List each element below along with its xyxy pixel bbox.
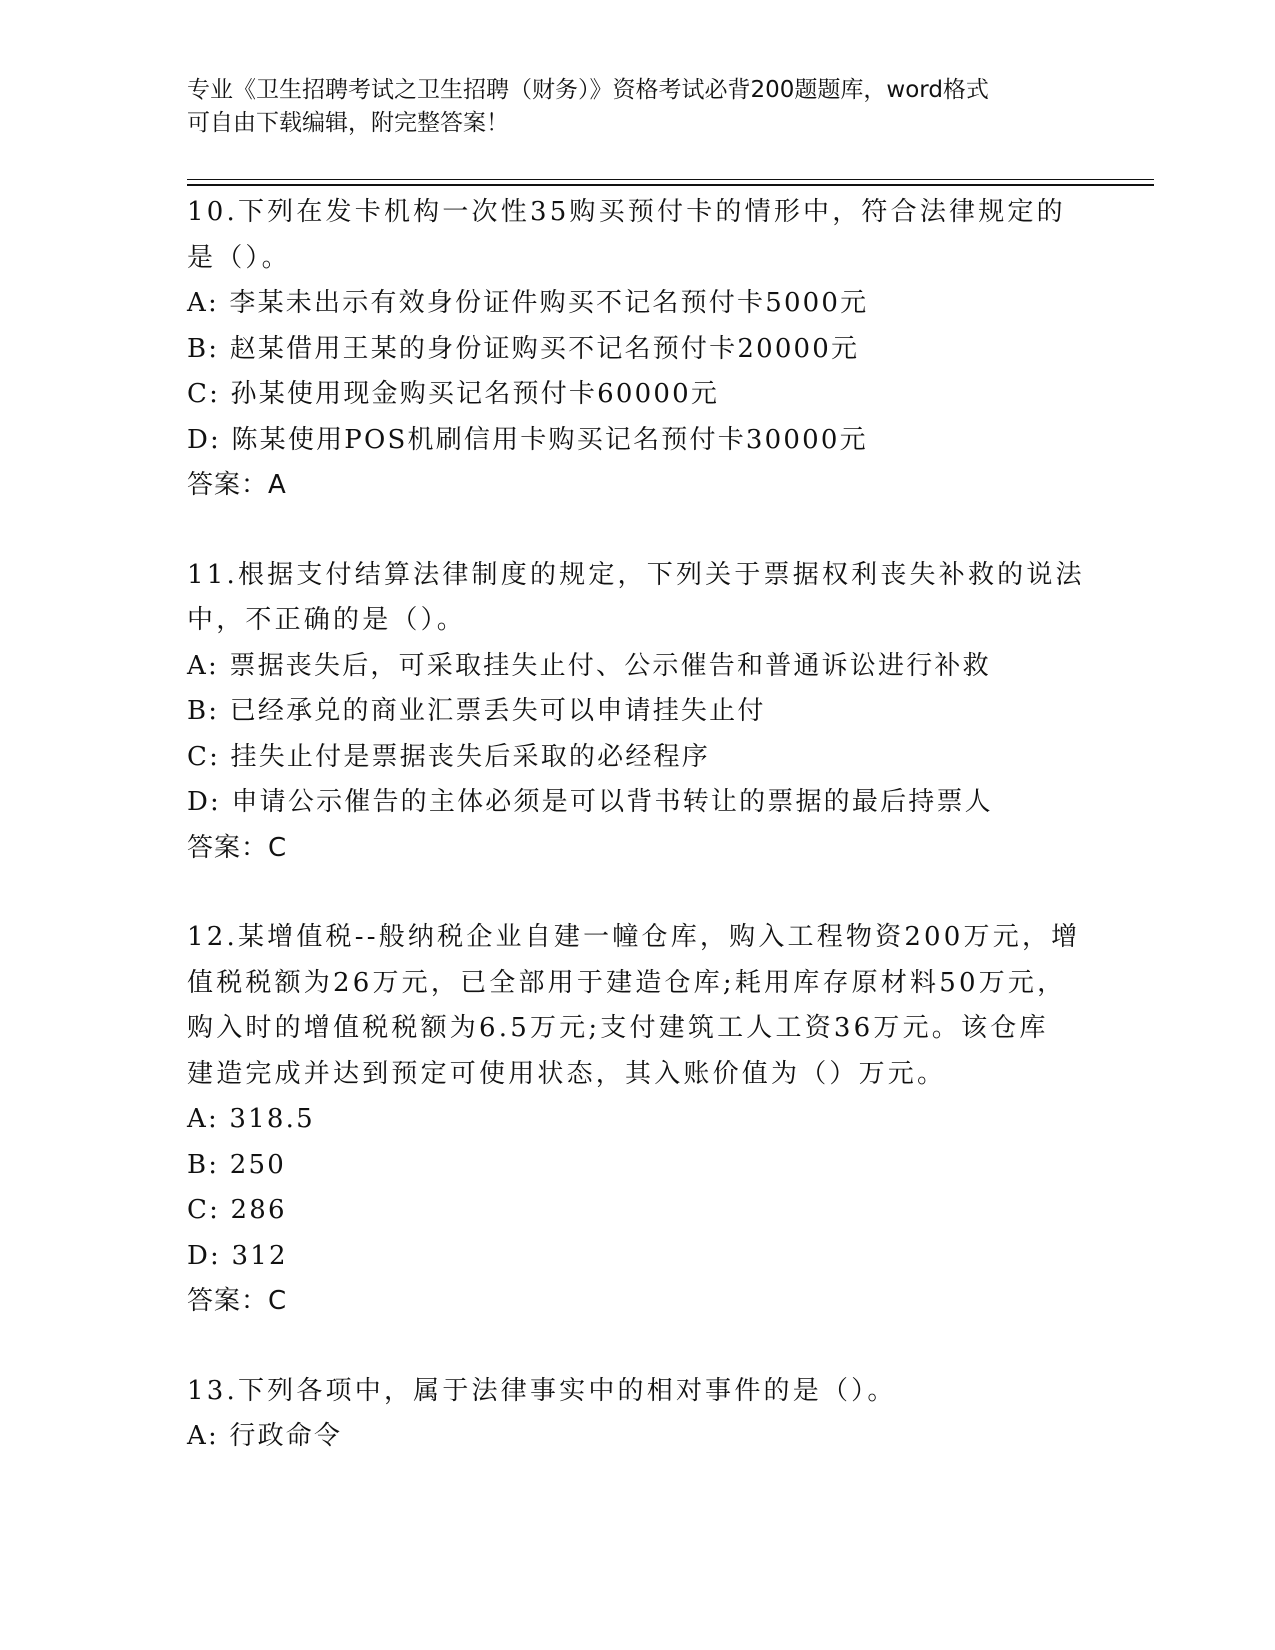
- question-stem-line: 11.根据支付结算法律制度的规定，下列关于票据权利丧失补救的说法: [187, 559, 1085, 590]
- question-stem-line: 值税税额为26万元，已全部用于建造仓库;耗用库存原材料50万元，: [187, 967, 1067, 998]
- question-stem-line: 建造完成并达到预定可使用状态，其入账价值为（）万元。: [187, 1058, 947, 1089]
- answer: 答案：A: [187, 470, 287, 500]
- answer: 答案：C: [187, 832, 288, 863]
- option-b: B: 赵某借用王某的身份证购买不记名预付卡20000元: [187, 333, 860, 364]
- option-c: C: 挂失止付是票据丧失后采取的必经程序: [187, 741, 710, 772]
- header-line-1: 专业《卫生招聘考试之卫生招聘（财务）》资格考试必背200题题库，word格式: [187, 77, 989, 103]
- question-11: [187, 553, 1147, 872]
- question-13: [187, 1369, 1147, 1460]
- document-header: [187, 74, 1087, 140]
- option-c: C: 孙某使用现金购买记名预付卡60000元: [187, 379, 720, 409]
- option-b: B: 已经承兑的商业汇票丢失可以申请挂失止付: [187, 696, 766, 726]
- option-b: B: 250: [187, 1149, 286, 1180]
- header-line-2: 可自由下载编辑，附完整答案！: [187, 110, 509, 136]
- question-stem-line: 10.下列在发卡机构一次性35购买预付卡的情形中，符合法律规定的: [187, 197, 1066, 227]
- question-stem-line: 12.某增值税--般纳税企业自建一幢仓库，购入工程物资200万元，增: [187, 922, 1081, 952]
- answer: 答案：C: [187, 1286, 288, 1316]
- question-list: [187, 190, 1147, 1460]
- option-a: A: 318.5: [187, 1104, 315, 1134]
- option-a: A: 票据丧失后，可采取挂失止付、公示催告和普通诉讼进行补救: [187, 650, 991, 681]
- question-10: [187, 190, 1147, 509]
- question-stem-line: 中，不正确的是（）。: [187, 605, 467, 635]
- option-a: A: 行政命令: [187, 1421, 343, 1451]
- option-d: D: 312: [187, 1240, 288, 1271]
- option-c: C: 286: [187, 1195, 287, 1225]
- question-12: [187, 915, 1147, 1325]
- option-a: A: 李某未出示有效身份证件购买不记名预付卡5000元: [187, 288, 869, 318]
- question-stem-line: 购入时的增值税税额为6.5万元;支付建筑工人工资36万元。该仓库: [187, 1013, 1049, 1043]
- option-d: D: 申请公示催告的主体必须是可以背书转让的票据的最后持票人: [187, 787, 993, 817]
- header-divider-thick: [187, 184, 1154, 186]
- question-stem-line: 是（）。: [187, 242, 291, 273]
- question-stem-line: 13.下列各项中，属于法律事实中的相对事件的是（）。: [187, 1375, 897, 1406]
- option-d: D: 陈某使用POS机刷信用卡购买记名预付卡30000元: [187, 424, 868, 455]
- header-divider-thin: [187, 179, 1154, 180]
